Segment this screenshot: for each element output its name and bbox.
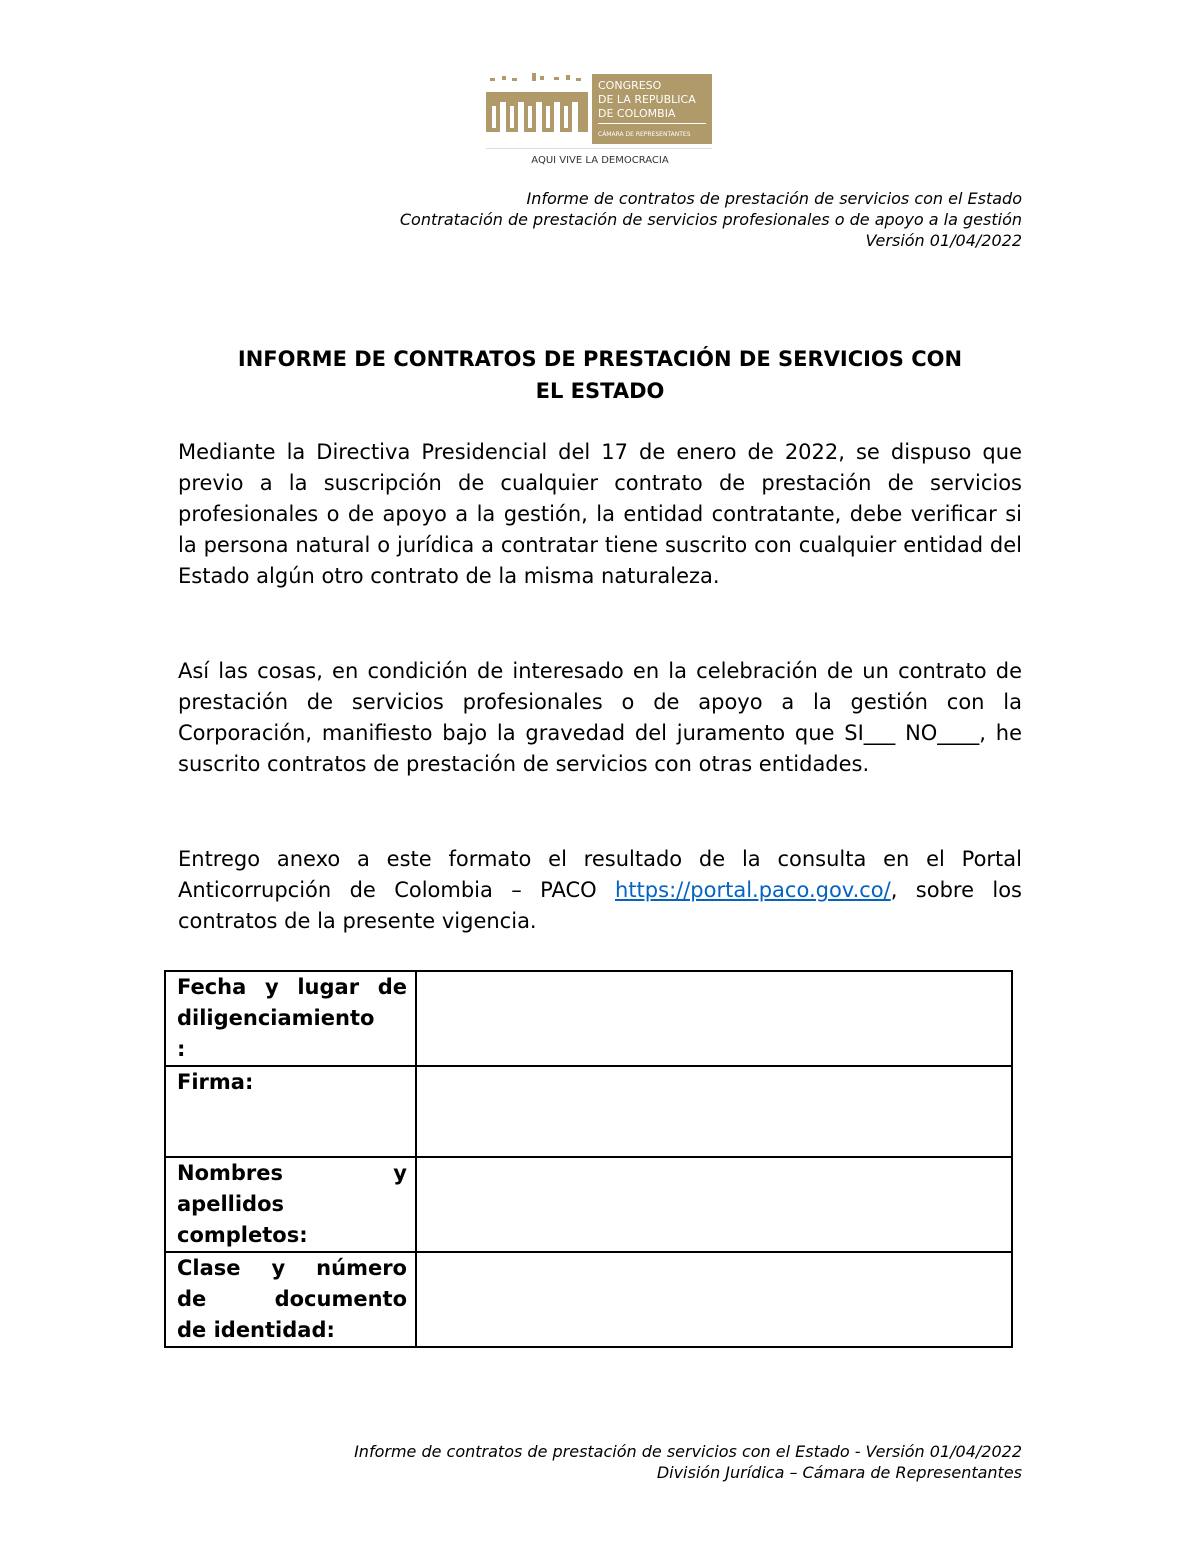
header-line-1: Informe de contratos de prestación de servicios con el Estado [526,189,1022,208]
label-line: completos: [177,1223,308,1247]
form-field-date-place[interactable] [416,971,1012,1066]
form-label-date-place [165,971,416,1066]
form-field-full-name[interactable] [416,1157,1012,1252]
label-line: Firma: [177,1070,254,1094]
label-line: apellidos [177,1192,284,1216]
form-label-signature [165,1066,416,1157]
paragraph-declaration: Así las cosas, en condición de interesado en la celebración de un contrato de prestación de servicios profesionales o de apoyo a la gestión con la Corporación, manifiesto bajo la gravedad del juramento que SI___ NO____, he suscrito contratos de prestación de servicios con otras entidades. [178,659,1022,776]
label-line: Clase y número [177,1256,407,1280]
paragraph-directive: Mediante la Directiva Presidencial del 17 de enero de 2022, se dispuso que previo a la suscripción de cualquier contrato de prestación de servicios profesionales o de apoyo a la gestión, la entidad contratante, debe verificar si la persona natural o jurídica a contratar tiene suscrito con cualquier entidad del Estado algún otro contrato de la misma naturaleza. [178,440,1022,588]
footer-line-1: Informe de contratos de prestación de servicios con el Estado - Versión 01/04/2022 [354,1442,1022,1461]
document-footer [354,1441,1022,1483]
form-label-id-document [165,1252,416,1347]
form-field-id-document[interactable] [416,1252,1012,1347]
label-line: de documento [177,1287,407,1311]
logo-line-3: DE COLOMBIA [598,107,676,120]
form-field-signature[interactable] [416,1066,1012,1157]
document-title [178,343,1022,407]
table-row [165,1066,1012,1157]
header-line-2: Contratación de prestación de servicios profesionales o de apoyo a la gestión [399,210,1022,229]
congress-logo [484,70,716,170]
logo-line-4: CÁMARA DE REPRESENTANTES [598,131,691,138]
paragraph-annex-text-end: , sobre los contratos de la presente vigencia. [178,878,1022,933]
header-line-3: Versión 01/04/2022 [865,231,1022,250]
footer-line-2: División Jurídica – Cámara de Representantes [656,1463,1022,1482]
label-line: de identidad: [177,1318,335,1342]
paco-portal-link[interactable]: https://portal.paco.gov.co/ [615,878,891,902]
document-header [400,188,1022,251]
logo-tagline: AQUI VIVE LA DEMOCRACIA [531,155,669,166]
table-row [165,971,1012,1066]
title-line-2: EL ESTADO [535,379,665,403]
logo-line-2: DE LA REPUBLICA [598,93,696,106]
paragraph-annex-text: Entrego anexo a este formato el resultado de la consulta en el Portal Anticorrupción de Colombia – PACO [178,847,1022,902]
label-line: : [177,1037,186,1061]
congress-logo-emblem-icon [484,70,716,170]
label-line: diligenciamiento [177,1006,375,1030]
declaration-form-table [164,970,1013,1348]
paragraph-annex [178,844,1022,937]
table-row [165,1157,1012,1252]
label-line: Fecha y lugar de [177,975,407,999]
title-line-1: INFORME DE CONTRATOS DE PRESTACIÓN DE SERVICIOS CON [237,347,963,371]
logo-line-1: CONGRESO [598,79,662,92]
form-label-full-name [165,1157,416,1252]
table-row [165,1252,1012,1347]
label-line: Nombres y [177,1161,407,1185]
